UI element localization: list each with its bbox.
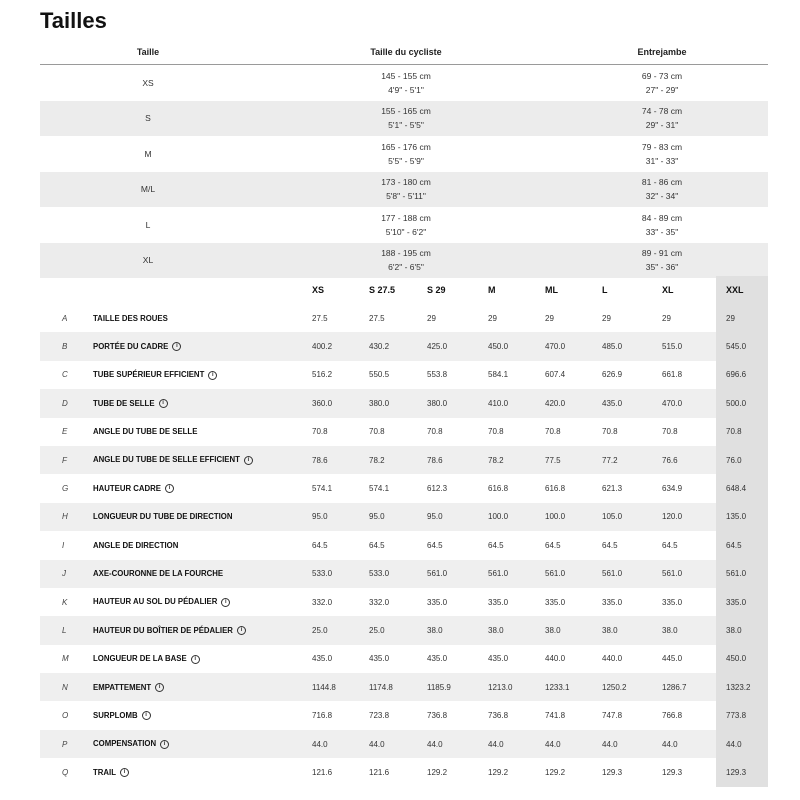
info-icon[interactable]: i bbox=[159, 399, 168, 408]
measure-value: 64.5 bbox=[662, 540, 678, 550]
size-column-header: S 27.5 bbox=[369, 285, 396, 295]
height-cm: 188 - 195 cm bbox=[381, 248, 431, 259]
measure-value: 545.0 bbox=[716, 332, 768, 360]
size-row bbox=[40, 101, 768, 137]
measure-letter: H bbox=[40, 503, 93, 531]
measure-value: 135.0 bbox=[716, 503, 768, 531]
measure-value: 626.9 bbox=[602, 370, 623, 380]
measure-value: 561.0 bbox=[545, 560, 602, 588]
measure-value: 44.0 bbox=[488, 730, 545, 758]
measure-value: 435.0 bbox=[427, 654, 448, 664]
measure-label-text: COMPENSATION bbox=[93, 739, 157, 749]
rider-size-table bbox=[40, 40, 768, 278]
size-row bbox=[40, 243, 768, 279]
inseam-in: 32" - 34" bbox=[645, 191, 679, 202]
measure-label bbox=[93, 616, 312, 644]
measure-letter: A bbox=[62, 313, 68, 323]
measure-label bbox=[93, 446, 312, 474]
measure-value: 435.0 bbox=[369, 654, 390, 664]
measure-value: 64.5 bbox=[312, 540, 328, 550]
measure-value: 661.8 bbox=[662, 370, 683, 380]
height-cm: 145 - 155 cm bbox=[381, 70, 431, 81]
measure-value: 450.0 bbox=[716, 645, 768, 673]
column-header-inseam: Entrejambe bbox=[556, 40, 768, 65]
measure-value: 574.1 bbox=[369, 484, 390, 494]
measure-label bbox=[93, 588, 312, 616]
measure-letter: B bbox=[40, 332, 93, 360]
measure-value: 29 bbox=[545, 313, 554, 323]
measure-value: 29 bbox=[427, 313, 436, 323]
info-icon[interactable]: i bbox=[142, 711, 151, 720]
measure-value: 129.3 bbox=[602, 767, 623, 777]
measure-value: 550.5 bbox=[369, 370, 390, 380]
measure-value: 470.0 bbox=[545, 332, 602, 360]
size-row bbox=[40, 65, 768, 101]
measure-value: 70.8 bbox=[369, 427, 385, 437]
measure-value: 44.0 bbox=[312, 730, 369, 758]
measure-value: 121.6 bbox=[312, 767, 333, 777]
measure-value: 70.8 bbox=[312, 427, 328, 437]
measure-value: 435.0 bbox=[312, 654, 333, 664]
geometry-header-row bbox=[40, 276, 768, 304]
measure-label-text: LONGUEUR DE LA BASE bbox=[93, 654, 187, 664]
inseam-cm: 69 - 73 cm bbox=[641, 70, 683, 81]
measure-value: 766.8 bbox=[662, 711, 683, 721]
measure-value: 1144.8 bbox=[312, 673, 369, 701]
measure-value: 716.8 bbox=[312, 711, 333, 721]
measure-value: 616.8 bbox=[545, 484, 566, 494]
measure-value: 621.3 bbox=[602, 484, 623, 494]
inseam-cm: 84 - 89 cm bbox=[641, 212, 683, 223]
height-ft: 5'5" - 5'9" bbox=[388, 155, 424, 166]
measure-value: 648.4 bbox=[716, 474, 768, 502]
measure-label-text: ANGLE DU TUBE DE SELLE EFFICIENT bbox=[93, 455, 240, 465]
measure-label-text: LONGUEUR DU TUBE DE DIRECTION bbox=[93, 512, 233, 522]
measure-value: 773.8 bbox=[716, 701, 768, 729]
measure-letter: O bbox=[62, 711, 69, 721]
inseam-cell bbox=[556, 207, 768, 243]
geometry-row bbox=[40, 758, 768, 786]
size-column-header: L bbox=[602, 285, 608, 295]
measure-label-text: HAUTEUR DU BOÎTIER DE PÉDALIER bbox=[93, 625, 233, 635]
measure-value: 38.0 bbox=[602, 616, 662, 644]
geometry-row bbox=[40, 588, 768, 616]
info-icon[interactable]: i bbox=[191, 655, 200, 664]
measure-label bbox=[93, 503, 312, 531]
inseam-cm: 89 - 91 cm bbox=[641, 248, 683, 259]
measure-value: 516.2 bbox=[312, 370, 333, 380]
measure-value: 380.0 bbox=[369, 389, 427, 417]
measure-letter: G bbox=[62, 484, 69, 494]
measure-value: 435.0 bbox=[602, 389, 662, 417]
measure-letter: I bbox=[62, 540, 65, 550]
measure-letter: L bbox=[40, 616, 93, 644]
inseam-cell bbox=[556, 101, 768, 137]
measure-value: 70.8 bbox=[602, 427, 618, 437]
measure-value: 76.0 bbox=[716, 446, 768, 474]
size-cell: XL bbox=[40, 243, 256, 279]
measure-value: 29 bbox=[662, 313, 671, 323]
measure-value: 332.0 bbox=[369, 597, 390, 607]
height-ft: 5'10" - 6'2" bbox=[385, 226, 427, 237]
geometry-row bbox=[40, 446, 768, 474]
measure-value: 533.0 bbox=[312, 560, 369, 588]
measure-value: 121.6 bbox=[369, 767, 390, 777]
measure-value: 584.1 bbox=[488, 370, 509, 380]
measure-value: 335.0 bbox=[602, 597, 623, 607]
measure-value: 450.0 bbox=[488, 332, 545, 360]
measure-value: 70.8 bbox=[427, 427, 443, 437]
measure-value: 38.0 bbox=[488, 616, 545, 644]
measure-value: 44.0 bbox=[716, 730, 768, 758]
column-header-rider-height: Taille du cycliste bbox=[256, 40, 556, 65]
measure-value: 64.5 bbox=[427, 540, 443, 550]
size-cell: XS bbox=[142, 77, 154, 88]
measure-value: 64.5 bbox=[716, 531, 768, 559]
measure-value: 95.0 bbox=[427, 503, 488, 531]
measure-value: 440.0 bbox=[545, 654, 566, 664]
geometry-row bbox=[40, 560, 768, 588]
geometry-row bbox=[40, 645, 768, 673]
measure-value: 616.8 bbox=[488, 484, 509, 494]
geometry-row bbox=[40, 673, 768, 701]
measure-label bbox=[93, 673, 312, 701]
measure-value: 696.6 bbox=[716, 361, 768, 389]
measure-value: 533.0 bbox=[369, 560, 427, 588]
measure-label bbox=[93, 389, 312, 417]
measure-value: 553.8 bbox=[427, 370, 448, 380]
measure-letter: F bbox=[40, 446, 93, 474]
measure-value: 736.8 bbox=[488, 711, 509, 721]
size-cell: S bbox=[40, 101, 256, 137]
measure-letter: Q bbox=[62, 767, 69, 777]
geometry-row bbox=[40, 418, 768, 446]
measure-label-text: ANGLE DE DIRECTION bbox=[93, 540, 179, 550]
measure-label-text: TAILLE DES ROUES bbox=[93, 313, 168, 323]
inseam-cm: 81 - 86 cm bbox=[641, 177, 683, 188]
measure-value: 25.0 bbox=[369, 616, 427, 644]
inseam-cm: 74 - 78 cm bbox=[641, 106, 683, 117]
measure-label-text: AXE-COURONNE DE LA FOURCHE bbox=[93, 569, 224, 579]
measure-value: 78.6 bbox=[312, 446, 369, 474]
info-icon[interactable]: i bbox=[120, 768, 129, 777]
size-column-header: XL bbox=[662, 285, 674, 295]
measure-value: 425.0 bbox=[427, 332, 488, 360]
measure-value: 335.0 bbox=[716, 588, 768, 616]
geometry-row bbox=[40, 616, 768, 644]
measure-label-text: EMPATTEMENT bbox=[93, 682, 152, 692]
measure-value: 410.0 bbox=[488, 389, 545, 417]
measure-value: 485.0 bbox=[602, 332, 662, 360]
measure-value: 25.0 bbox=[312, 616, 369, 644]
measure-value: 70.8 bbox=[662, 427, 678, 437]
measure-value: 335.0 bbox=[488, 597, 509, 607]
measure-value: 105.0 bbox=[602, 503, 662, 531]
measure-value: 64.5 bbox=[602, 540, 618, 550]
inseam-in: 27" - 29" bbox=[645, 84, 679, 95]
measure-value: 380.0 bbox=[427, 389, 488, 417]
measure-value: 607.4 bbox=[545, 370, 566, 380]
info-icon[interactable]: i bbox=[172, 342, 181, 351]
measure-value: 29 bbox=[602, 313, 611, 323]
measure-value: 78.2 bbox=[369, 446, 427, 474]
page-title: Tailles bbox=[40, 8, 107, 33]
info-icon[interactable]: i bbox=[165, 484, 174, 493]
geometry-row bbox=[40, 701, 768, 729]
inseam-cell bbox=[556, 65, 768, 101]
measure-letter: P bbox=[40, 730, 93, 758]
rider-height-cell bbox=[256, 207, 556, 243]
measure-letter: D bbox=[40, 389, 93, 417]
height-cm: 155 - 165 cm bbox=[381, 106, 431, 117]
measure-value: 44.0 bbox=[602, 730, 662, 758]
measure-label-text: TUBE SUPÉRIEUR EFFICIENT bbox=[93, 370, 205, 380]
height-ft: 6'2" - 6'5" bbox=[388, 262, 424, 273]
measure-value: 77.2 bbox=[602, 446, 662, 474]
measure-letter: J bbox=[40, 560, 93, 588]
measure-value: 38.0 bbox=[662, 616, 716, 644]
measure-value: 574.1 bbox=[312, 484, 333, 494]
measure-value: 435.0 bbox=[488, 654, 509, 664]
measure-letter: K bbox=[62, 597, 68, 607]
measure-letter: C bbox=[62, 370, 68, 380]
rider-height-cell bbox=[256, 243, 556, 279]
column-header-size: Taille bbox=[40, 40, 256, 65]
measure-value: 78.6 bbox=[427, 446, 488, 474]
size-cell: M bbox=[144, 148, 152, 159]
geometry-row bbox=[40, 531, 768, 559]
geometry-row bbox=[40, 361, 768, 389]
size-column-header: XS bbox=[312, 285, 325, 295]
height-ft: 5'8" - 5'11" bbox=[386, 191, 426, 202]
measure-value: 1213.0 bbox=[488, 673, 545, 701]
measure-value: 70.8 bbox=[545, 427, 561, 437]
measure-label bbox=[93, 758, 312, 786]
measure-value: 420.0 bbox=[545, 389, 602, 417]
measure-label bbox=[93, 645, 312, 673]
measure-value: 44.0 bbox=[545, 730, 602, 758]
measure-value: 360.0 bbox=[312, 389, 369, 417]
height-cm: 173 - 180 cm bbox=[381, 177, 431, 188]
rider-height-cell bbox=[256, 172, 556, 208]
measure-value: 1233.1 bbox=[545, 673, 602, 701]
measure-letter: E bbox=[62, 427, 68, 437]
measure-value: 95.0 bbox=[312, 503, 369, 531]
measure-value: 500.0 bbox=[716, 389, 768, 417]
measure-value: 612.3 bbox=[427, 484, 448, 494]
measure-label bbox=[93, 361, 312, 389]
measure-value: 445.0 bbox=[662, 654, 683, 664]
measure-label-text: PORTÉE DU CADRE bbox=[93, 341, 169, 351]
size-row bbox=[40, 207, 768, 243]
rider-height-cell bbox=[256, 136, 556, 172]
measure-value: 129.3 bbox=[716, 758, 768, 786]
inseam-cell bbox=[556, 172, 768, 208]
measure-value: 1323.2 bbox=[716, 673, 768, 701]
measure-value: 27.5 bbox=[369, 313, 385, 323]
measure-value: 44.0 bbox=[662, 730, 716, 758]
measure-value: 470.0 bbox=[662, 389, 716, 417]
measure-label-text: TRAIL bbox=[93, 767, 116, 777]
measure-value: 430.2 bbox=[369, 332, 427, 360]
measure-value: 736.8 bbox=[427, 711, 448, 721]
measure-label bbox=[93, 531, 312, 559]
geometry-row bbox=[40, 304, 768, 332]
measure-value: 634.9 bbox=[662, 484, 683, 494]
size-column-header: M bbox=[488, 285, 496, 295]
inseam-in: 35" - 36" bbox=[645, 262, 679, 273]
size-row bbox=[40, 172, 768, 208]
inseam-in: 33" - 35" bbox=[645, 226, 679, 237]
info-icon[interactable]: i bbox=[155, 683, 164, 692]
size-cell: L bbox=[145, 219, 151, 230]
measure-value: 129.2 bbox=[545, 767, 566, 777]
measure-label bbox=[93, 560, 312, 588]
measure-value: 561.0 bbox=[716, 560, 768, 588]
measure-value: 120.0 bbox=[662, 503, 716, 531]
measure-value: 77.5 bbox=[545, 446, 602, 474]
measure-value: 64.5 bbox=[488, 540, 504, 550]
info-icon[interactable]: i bbox=[208, 371, 217, 380]
measure-value: 29 bbox=[716, 304, 768, 332]
measure-value: 515.0 bbox=[662, 332, 716, 360]
measure-value: 335.0 bbox=[545, 597, 566, 607]
size-row bbox=[40, 136, 768, 172]
size-cell: M/L bbox=[40, 172, 256, 208]
measure-value: 44.0 bbox=[369, 730, 427, 758]
measure-value: 27.5 bbox=[312, 313, 328, 323]
info-icon[interactable]: i bbox=[237, 626, 246, 635]
measure-label bbox=[93, 332, 312, 360]
measure-value: 1286.7 bbox=[662, 673, 716, 701]
geometry-table bbox=[40, 276, 768, 787]
measure-value: 100.0 bbox=[545, 503, 602, 531]
info-icon[interactable]: i bbox=[160, 740, 169, 749]
measure-value: 561.0 bbox=[602, 560, 662, 588]
measure-value: 44.0 bbox=[427, 730, 488, 758]
measure-label-text: ANGLE DU TUBE DE SELLE bbox=[93, 427, 198, 437]
measure-letter: M bbox=[62, 654, 69, 664]
inseam-cm: 79 - 83 cm bbox=[641, 141, 683, 152]
measure-value: 561.0 bbox=[662, 560, 716, 588]
inseam-in: 29" - 31" bbox=[645, 120, 679, 131]
measure-value: 38.0 bbox=[427, 616, 488, 644]
measure-value: 95.0 bbox=[369, 503, 427, 531]
measure-label bbox=[93, 418, 312, 446]
measure-value: 76.6 bbox=[662, 446, 716, 474]
measure-value: 100.0 bbox=[488, 503, 545, 531]
measure-label-text: TUBE DE SELLE bbox=[93, 398, 155, 408]
info-icon[interactable]: i bbox=[244, 456, 253, 465]
measure-value: 29 bbox=[488, 313, 497, 323]
rider-height-cell bbox=[256, 101, 556, 137]
inseam-in: 31" - 33" bbox=[645, 155, 679, 166]
header-blank bbox=[40, 276, 93, 304]
measure-value: 332.0 bbox=[312, 597, 333, 607]
measure-value: 747.8 bbox=[602, 711, 623, 721]
height-ft: 4'9" - 5'1" bbox=[388, 84, 424, 95]
geometry-row bbox=[40, 389, 768, 417]
measure-label bbox=[93, 474, 312, 502]
measure-label bbox=[93, 730, 312, 758]
measure-value: 561.0 bbox=[427, 560, 488, 588]
height-cm: 177 - 188 cm bbox=[381, 212, 431, 223]
measure-value: 64.5 bbox=[369, 540, 385, 550]
size-table-header-row bbox=[40, 40, 768, 65]
measure-label bbox=[93, 701, 312, 729]
measure-value: 38.0 bbox=[545, 616, 602, 644]
measure-value: 1185.9 bbox=[427, 673, 488, 701]
measure-value: 741.8 bbox=[545, 711, 566, 721]
rider-height-cell bbox=[256, 65, 556, 101]
measure-value: 1250.2 bbox=[602, 673, 662, 701]
measure-value: 129.2 bbox=[488, 767, 509, 777]
measure-value: 64.5 bbox=[545, 540, 561, 550]
size-column-header: ML bbox=[545, 285, 558, 295]
measure-value: 78.2 bbox=[488, 446, 545, 474]
measure-value: 335.0 bbox=[662, 597, 683, 607]
geometry-row bbox=[40, 474, 768, 502]
geometry-row bbox=[40, 730, 768, 758]
measure-value: 400.2 bbox=[312, 332, 369, 360]
measure-value: 38.0 bbox=[716, 616, 768, 644]
measure-label bbox=[93, 304, 312, 332]
measure-value: 70.8 bbox=[488, 427, 504, 437]
inseam-cell bbox=[556, 136, 768, 172]
measure-value: 335.0 bbox=[427, 597, 448, 607]
inseam-cell bbox=[556, 243, 768, 279]
height-ft: 5'1" - 5'5" bbox=[388, 120, 424, 131]
measure-value: 440.0 bbox=[602, 654, 623, 664]
measure-value: 129.2 bbox=[427, 767, 448, 777]
measure-value: 723.8 bbox=[369, 711, 390, 721]
header-blank bbox=[93, 276, 312, 304]
info-icon[interactable]: i bbox=[221, 598, 230, 607]
measure-value: 70.8 bbox=[716, 418, 768, 446]
measure-value: 129.3 bbox=[662, 767, 683, 777]
geometry-row bbox=[40, 332, 768, 360]
measure-value: 1174.8 bbox=[369, 673, 427, 701]
measure-label-text: SURPLOMB bbox=[93, 710, 138, 720]
measure-letter: N bbox=[40, 673, 93, 701]
geometry-row bbox=[40, 503, 768, 531]
size-column-header: S 29 bbox=[427, 285, 446, 295]
measure-label-text: HAUTEUR CADRE bbox=[93, 483, 162, 493]
measure-value: 561.0 bbox=[488, 560, 545, 588]
size-column-header: XXL bbox=[716, 276, 768, 304]
height-cm: 165 - 176 cm bbox=[381, 141, 431, 152]
measure-label-text: HAUTEUR AU SOL DU PÉDALIER bbox=[93, 597, 218, 607]
